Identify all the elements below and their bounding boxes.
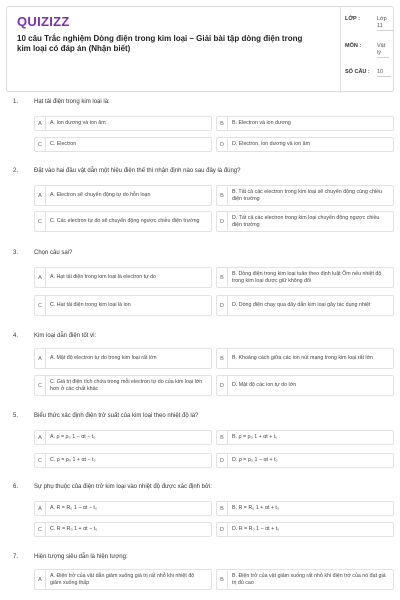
option-text: D. R = R₀ 1 − αt + t₀ <box>232 526 280 532</box>
option-text: B. Điện trở của vật giảm xuống rất nhỏ khi điện trở của nó đạt giá trị đủ cao <box>232 572 386 586</box>
option-c[interactable] <box>34 375 212 396</box>
worksheet-header <box>6 6 394 92</box>
option-a[interactable] <box>34 501 212 516</box>
option-d[interactable] <box>216 522 394 537</box>
option-letter: A <box>35 186 46 205</box>
option-letter: B <box>217 186 228 205</box>
option-letter: B <box>217 502 228 515</box>
option-letter: A <box>35 570 46 589</box>
option-a[interactable] <box>34 569 212 590</box>
option-letter: D <box>217 138 228 151</box>
option-b[interactable] <box>216 569 394 590</box>
option-a[interactable] <box>34 267 212 288</box>
option-text: A. Hạt tải điện trong kim loại là electron tự do <box>50 274 157 280</box>
quizizz-logo: QUIZIZZ <box>17 14 70 29</box>
option-letter: D <box>217 454 228 467</box>
option-letter: A <box>35 268 46 287</box>
subject-value: Vật lý <box>377 43 389 58</box>
question-text: Sự phụ thuộc của điện trở kim loại vào nhiệt độ được xác định bởi: <box>34 484 212 490</box>
option-c[interactable] <box>34 295 212 316</box>
question-text: Chọn câu sai? <box>34 250 73 256</box>
option-b[interactable] <box>216 267 394 288</box>
option-letter: D <box>217 376 228 395</box>
count-value: 10 <box>377 69 391 77</box>
option-a[interactable] <box>34 116 212 131</box>
option-text: B. Khoảng cách giữa các ion nút mạng trong kim loại rất lớn <box>232 355 373 361</box>
option-c[interactable] <box>34 522 212 537</box>
option-text: D. Tất cả các electron trong kim loại chuyển động ngược chiều điện trường <box>232 214 380 228</box>
option-letter: A <box>35 502 46 515</box>
option-letter: B <box>217 117 228 130</box>
option-a[interactable] <box>34 430 212 445</box>
option-text: A. Mật độ electron tự do trong kim loại rất lớn <box>50 355 157 361</box>
class-label: LỚP : <box>345 16 360 22</box>
question-text: Hạt tải điện trong kim loại là: <box>34 99 110 105</box>
option-c[interactable] <box>34 211 212 232</box>
option-text: A. Electron sẽ chuyển động tự do hỗn loạn <box>50 192 151 198</box>
option-letter: A <box>35 431 46 444</box>
question-number: 5. <box>13 413 19 419</box>
option-letter: C <box>35 212 46 231</box>
option-text: C. Các electron tự do sẽ chuyển động ngược chiều điện trường <box>50 218 200 224</box>
option-text: D. Dòng điện chạy qua dây dẫn kim loại gây tác dụng nhiệt <box>232 302 371 308</box>
question-number: 6. <box>13 484 19 490</box>
option-text: B. Dòng điện trong kim loại tuân theo định luật Ôm nếu nhiệt độ trong kim loại được giữ không đổi <box>232 270 382 284</box>
option-c[interactable] <box>34 453 212 468</box>
question-number: 4. <box>13 333 19 339</box>
option-a[interactable] <box>34 348 212 369</box>
option-text: D. Mật độ các ion tự do lớn <box>232 382 297 388</box>
option-letter: C <box>35 523 46 536</box>
option-letter: C <box>35 296 46 315</box>
question-number: 1. <box>13 99 19 105</box>
question-text: Hiện tượng siêu dẫn là hiện tượng: <box>34 554 128 560</box>
option-text: C. Electron <box>50 141 77 147</box>
option-text: C. ρ = ρ₀ 1 + αt − t₀ <box>50 457 96 463</box>
option-letter: A <box>35 349 46 368</box>
option-text: A. Điện trở của vật dẫn giảm xuống giá trị rất nhỏ khi nhiệt độ giảm xuống thấp <box>50 572 195 586</box>
option-text: D. Electron, ion dương và ion âm <box>232 141 310 147</box>
option-text: A. R = R₀ 1 − αt − t₀ <box>50 505 98 511</box>
option-text: B. R = R₀ 1 + αt + t₀ <box>232 505 280 511</box>
subject-label: MÔN : <box>345 43 362 49</box>
option-letter: B <box>217 268 228 287</box>
option-d[interactable] <box>216 211 394 232</box>
option-letter: C <box>35 454 46 467</box>
option-letter: B <box>217 349 228 368</box>
option-d[interactable] <box>216 453 394 468</box>
option-b[interactable] <box>216 348 394 369</box>
option-a[interactable] <box>34 185 212 206</box>
question-text: Kim loại dẫn điện tốt vì: <box>34 333 97 339</box>
question-text: Biểu thức xác định điện trở suất của kim loại theo nhiệt độ là? <box>34 413 199 419</box>
option-letter: B <box>217 570 228 589</box>
question-number: 2. <box>13 168 19 174</box>
class-value: Lớp 11 <box>377 16 393 31</box>
option-c[interactable] <box>34 137 212 152</box>
option-text: B. Electron và ion dương <box>232 120 291 126</box>
meta-panel <box>340 7 396 93</box>
option-d[interactable] <box>216 295 394 316</box>
question-number: 3. <box>13 250 19 256</box>
option-text: B. Tất cả các electron trong kim loại sẽ chuyển động cùng chiều điện trường <box>232 188 383 202</box>
question-text: Đặt vào hai đầu vật dẫn một hiệu điện thế thì nhận định nào sau đây là đúng? <box>34 168 241 174</box>
option-letter: D <box>217 296 228 315</box>
option-letter: C <box>35 376 46 395</box>
option-text: C. R = R₀ 1 + αt − t₀ <box>50 526 98 532</box>
count-label: SỐ CÂU : <box>345 69 370 75</box>
option-letter: B <box>217 431 228 444</box>
option-b[interactable] <box>216 185 394 206</box>
option-text: C. Hạt tải điện trong kim loại là ion <box>50 302 131 308</box>
option-b[interactable] <box>216 430 394 445</box>
option-b[interactable] <box>216 116 394 131</box>
option-letter: A <box>35 117 46 130</box>
option-b[interactable] <box>216 501 394 516</box>
option-text: A. Ion dương và ion âm <box>50 120 106 126</box>
option-letter: D <box>217 523 228 536</box>
option-text: D. ρ = ρ₀ 1 − αt + t₀ <box>232 457 278 463</box>
option-letter: D <box>217 212 228 231</box>
question-number: 7. <box>13 554 19 560</box>
option-text: B. ρ = ρ₀ 1 + αt + t₀ <box>232 434 278 440</box>
option-d[interactable] <box>216 375 394 396</box>
option-text: C. Giá trị điện tích chứa trong mỗi electron tự do của kim loại lớn hơn ở các chất khác <box>50 378 203 392</box>
option-text: A. ρ = ρ₀ 1 − αt − t₀ <box>50 434 96 440</box>
option-letter: C <box>35 138 46 151</box>
option-d[interactable] <box>216 137 394 152</box>
worksheet-title: 10 câu Trắc nghiệm Dòng điện trong kim loại – Giải bài tập dòng điện trong kim loại có đáp án (Nhận biết) <box>17 34 303 53</box>
